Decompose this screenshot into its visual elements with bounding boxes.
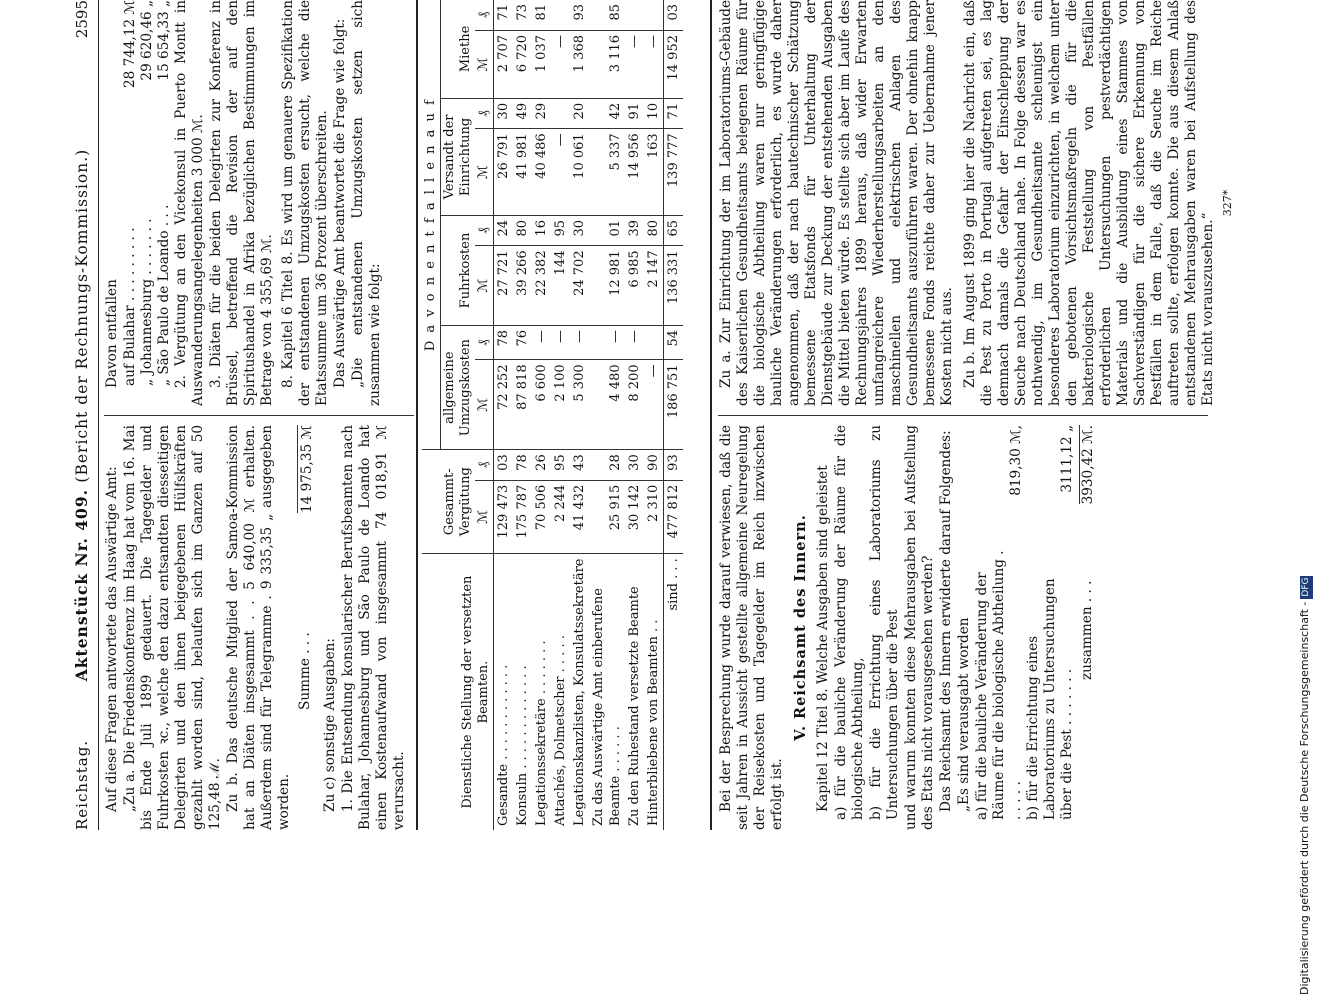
item-value: 29 620,46 „ [139,0,155,81]
table-total-row [664,0,684,830]
cell-pfennig: 29 [532,98,551,128]
cell-pfennig: 03 [494,450,514,480]
cell-pfennig: — [589,326,625,360]
lower-left-column [718,425,1238,830]
cell-mark: 10 061 [570,129,589,216]
cell-mark: 1 037 [532,31,551,99]
document-page [70,0,1250,830]
expense-row [974,425,1025,820]
cell-mark: 6 720 [513,31,532,99]
cell-pfennig: 73 [513,0,532,31]
cell-mark: 41 432 [570,480,589,553]
cell-pfennig: 90 [644,450,664,480]
cell-mark: 41 981 [513,129,532,216]
item-label: auf Bulahar . . . . . . . . . [122,227,138,386]
cell-mark: 26 791 [494,129,514,216]
col-header-davon: D a v o n e n t f a l l e n a u f [422,0,441,450]
cell-mark: 87 818 [513,360,532,450]
cell-pfennig: 30 [494,98,514,128]
paragraph: und warum konnten diese Mehrausgaben bei Aufstellung des Etats nicht vorausgesehen werden? [903,425,936,830]
upper-left-column [104,425,420,830]
cell-mark: 27 721 [494,246,514,326]
paragraph: Zu b. Im August 1899 ging hier die Nachricht ein, daß die Pest zu Porto in Portugal aufgetreten sei, es lag demnach damals die Gefahr der Einschleppung der Seuche nach Deutschland nahe. In Folge dessen war es nothwendig, im Gesundheitsamte schleunigst ein besonderes Laboratorium einzurichten, in welchem unter den gebotenen Vorsichtsmaßregeln die für die bakteriologische Feststellung von Pestfällen erforderlichen Untersuchungen pestverdächtigen Materials und die Ausbildung eines Stammes von Sachverständigen für die sichere Erkennung von Pestfällen in dem Falle, daß die Seuche im Reiche auftreten sollte, erfolgen konnte. Die aus diesem Anlaß entstandenen Mehrausgaben waren bei Aufstellung des Etats nicht vorauszusehen.“ [962,0,1216,406]
item-label: „ São Paulo de Loando . . . [156,204,172,386]
sum-row [1079,425,1097,680]
cell-pfennig: 65 [664,215,684,245]
paragraph: 8. Kapitel 6 Titel 8. Es wird um genauere Spezifikation der entstandenen Umzugskosten ersucht, welche die Etatssumme um 36 Prozent überschreiten. [280,0,330,406]
cell-pfennig: 24 [494,215,514,245]
table-row [589,0,625,830]
item-value: 15 654,33 „ [156,0,172,81]
unit-pf: ₰ [475,215,494,245]
cell-pfennig: 01 [589,215,625,245]
cell-pfennig [625,0,644,31]
table-row [532,0,551,830]
paragraph: Das Auswärtige Amt beantwortet die Frage wie folgt: [332,18,348,388]
running-header [70,0,99,830]
cell-mark: 30 142 [625,480,644,553]
cell-pfennig: 91 [625,98,644,128]
expense-row [1025,425,1076,820]
expense-value: 819,30 ℳ, [1008,425,1024,496]
cell-pfennig: — [532,326,551,360]
table-row [513,0,532,830]
unit-pf: ₰ [475,326,494,360]
cell-mark: 39 266 [513,246,532,326]
row-label: Konsuln . . . . . . . . . . . . . [515,665,530,826]
dfg-sidebar [1292,5,1318,995]
cell-mark: — [551,129,570,216]
cell-pfennig: 71 [664,98,684,128]
header-title-number: Aktenstück Nr. 409. [72,488,91,682]
unit-pf: ₰ [475,450,494,480]
cell-pfennig: 10 [644,98,664,128]
sidebar-notice [1292,5,1318,995]
cell-pfennig: 81 [532,0,551,31]
cell-mark: 6 985 [625,246,644,326]
expense-label: b) für die Errichtung eines Laboratoriums zu Untersuchungen über die Pest . . . . . . . [1025,578,1075,820]
lower-right-column [718,0,1238,406]
paragraph: „Die entstandenen Umzugskosten setzen sich zusammen wie folgt: [350,0,383,406]
header-left: Reichstag. [73,739,91,830]
cell-pfennig: 20 [570,98,589,128]
unit-pf: ₰ [475,98,494,128]
cell-pfennig: — [551,326,570,360]
paragraph: „Es sind verausgabt worden [956,617,972,812]
table-rule-top [416,0,418,830]
cell-mark: 175 787 [513,480,532,553]
item-value: 28 744,12 ℳ [122,0,138,89]
sum-value: 14 975,35 ℳ [299,425,315,514]
cell-pfennig: 43 [570,450,589,480]
col-header-versandt: Versandt der Einrichtung [441,98,476,215]
cell-mark: 129 473 [494,480,514,553]
dfg-logo: DFG [1301,577,1311,597]
cell-mark: — [644,360,664,450]
cell-pfennig [644,326,664,360]
cell-pfennig: 71 [494,0,514,31]
cell-pfennig: 30 [570,215,589,245]
cell-mark: 2 147 [644,246,664,326]
row-label: Attachés, Dolmetscher . . . . . [553,635,568,826]
cell-mark: 8 200 [625,360,644,450]
table-row [494,0,514,830]
cell-mark: 40 486 [532,129,551,216]
cell-pfennig: 30 [625,450,644,480]
sum-value: 3930,42 ℳ. [1080,425,1096,505]
page-number: 2595 [73,0,91,39]
row-label: Hinterbliebene von Beamten . . [646,619,661,826]
umzugskosten-table [422,0,683,830]
sum-row [297,425,316,710]
list-item: b) für die Errichtung eines Laboratoriums zu Untersuchungen über die Pest [868,425,901,820]
cell-mark: 6 600 [532,360,551,450]
cell-mark: 12 981 [589,246,625,326]
column-divider [104,415,414,416]
paragraph: Bei der Besprechung wurde darauf verwiesen, daß die seit Jahren in Aussicht gestellte allgemeine Neuregelung der Reisekosten und Tagegelder im Reich inzwischen erfolgt ist. [718,425,785,830]
row-label: Legationssekretäre . . . . . . . [534,640,549,826]
column-divider [718,415,1208,416]
table-row [570,0,589,830]
row-label: sind . . . [664,554,684,830]
cell-pfennig [551,98,570,128]
row-label: Zu den Ruhestand versetzte Beamte [627,586,642,826]
table-row [551,0,570,830]
cell-mark: 70 506 [532,480,551,553]
list-item [139,0,156,386]
table-header-row [422,0,441,830]
cell-mark: 3 116 [589,31,625,99]
item-label: „ Johannesburg . . . . . . . [139,218,155,386]
list-item: a) für die bauliche Veränderung der Räume für die biologische Abtheilung, [833,425,866,820]
paragraph: Das Reichsamt des Innern erwiderte darauf Folgendes: [938,430,954,812]
cell-pfennig: — [625,326,644,360]
cell-mark: 144 [551,246,570,326]
row-label: Legationskanzlisten, Konsulatssekretäre [572,558,587,826]
cell-pfennig: 76 [513,326,532,360]
table-row [625,0,644,830]
unit-mark: ℳ [475,246,494,326]
cell-pfennig: 26 [532,450,551,480]
cell-pfennig: 78 [513,450,532,480]
list-item [156,0,173,386]
col-header-miethe: Miethe [441,0,476,98]
unit-mark: ℳ [475,31,494,99]
cell-mark: 136 331 [664,246,684,326]
sum-label: Summe . . . [297,632,313,710]
unit-mark: ℳ [475,129,494,216]
cell-mark: 5 337 [589,129,625,216]
cell-pfennig: 95 [551,215,570,245]
paragraph: Davon entfallen [104,279,120,388]
cell-mark: 477 812 [664,480,684,553]
expense-label: a) für die bauliche Veränderung der Räume für die biologische Abtheilung . . . . . . [974,550,1024,820]
cell-mark: — [625,31,644,99]
header-title-sub: (Bericht der Rechnungs-Kommission.) [73,148,91,483]
row-label: Zu das Auswärtige Amt einberufene Beamte . . . . . . [591,588,623,826]
cell-pfennig: 39 [625,215,644,245]
unit-pf: ₰ [475,0,494,31]
expense-value: 3111,12 „ [1059,425,1075,493]
row-label: Gesandte . . . . . . . . . . . . [496,664,511,826]
cell-mark: 22 382 [532,246,551,326]
cell-mark: 1 368 [570,31,589,99]
sum-label: zusammen . . . [1079,580,1095,680]
paragraph: Zu a. Zur Einrichtung der im Laboratoriums-Gebäude des Kaiserlichen Gesundheitsamts belegenen Räume für die biologische Abtheilung waren nur geringfügige bauliche Veränderungen erforderlich, es wurde daher angenommen, daß der nach bautechnischer Schätzung bemessene Etatsfonds für Unterhaltung der Dienstgebäude zur Deckung der entstehenden Ausgaben die Mittel bieten würde. Es stellte sich aber im Laufe des Rechnungsjahres 1899 heraus, daß wider Erwarten umfangreichere Wiederherstellungsarbeiten an den maschinellen und elektrischen Anlagen des Gesundheitsamts auszuführen waren. Der ohnehin knapp bemessene Fonds reichte daher zur Uebernahme jener Kosten nicht aus. [718,0,955,406]
paragraph: Zu c) sonstige Ausgaben: [322,638,338,812]
cell-pfennig: 28 [589,450,625,480]
unit-mark: ℳ [475,360,494,450]
cell-mark: — [551,31,570,99]
cell-pfennig [551,0,570,31]
cell-pfennig: 95 [551,450,570,480]
upper-right-column [104,0,420,406]
cell-mark: 5 300 [570,360,589,450]
paragraph: Kapitel 12 Titel 8. Welche Ausgaben sind geleistet [815,465,831,812]
cell-mark: 24 702 [570,246,589,326]
cell-pfennig: 85 [589,0,625,31]
table-rule-bottom [710,0,712,830]
cell-pfennig: 80 [644,215,664,245]
col-header-gesammt: Gesammt-Vergütung [422,450,475,554]
paragraph: Auf diese Fragen antwortete das Auswärtige Amt: [104,466,120,812]
header-title [73,0,91,830]
cell-pfennig [644,0,664,31]
cell-pfennig: 42 [589,98,625,128]
sidebar-text: Digitalisierung gefördert durch die Deutsche Forschungsgemeinschaft - [1298,601,1311,995]
signature-mark: 327* [1221,189,1234,217]
cell-mark: 2 100 [551,360,570,450]
col-header-allgemeine: allgemeine Umzugskosten [441,326,476,450]
col-header-fuhr: Fuhrkosten [441,215,476,325]
cell-pfennig: 93 [570,0,589,31]
cell-mark: 2 707 [494,31,514,99]
paragraph: „Zu a. Die Friedenskonferenz im Haag hat vom 16. Mai bis Ende Juli 1899 gedauert. Die Tagegelder und Fuhrkosten ꝛc., welche den dazu entsandten diesseitigen Delegirten und den ihnen beigegebenen Hülfskräften gezahlt worden sind, belaufen sich im Ganzen auf 50 125,48 ℳ. [122,425,223,830]
cell-pfennig: 16 [532,215,551,245]
cell-mark: 25 915 [589,480,625,553]
cell-pfennig: 54 [664,326,684,360]
cell-mark: 4 480 [589,360,625,450]
cell-mark: 2 310 [644,480,664,553]
unit-mark: ℳ [475,480,494,553]
cell-mark: 139 777 [664,129,684,216]
cell-pfennig: 03 [664,0,684,31]
cell-pfennig: 80 [513,215,532,245]
paragraph: 1. Die Entsendung konsularischer Berufsbeamten nach Bulahar, Johannesburg und São Paulo de Loando hat einen Kostenaufwand von insgesammt 74 018,91 ℳ verursacht. [340,425,407,830]
list-item [122,0,139,386]
col-header-stellung: Dienstliche Stellung der versetzten Beamten. [460,575,491,809]
cell-mark: 14 952 [664,31,684,99]
table-row [644,0,664,830]
cell-pfennig: — [570,326,589,360]
cell-mark: 186 751 [664,360,684,450]
cell-mark: 14 956 [625,129,644,216]
cell-pfennig: 78 [494,326,514,360]
cell-mark: 72 252 [494,360,514,450]
cell-mark: 2 244 [551,480,570,553]
cell-mark: 163 [644,129,664,216]
cell-pfennig: 49 [513,98,532,128]
cell-pfennig: 93 [664,450,684,480]
cell-mark: — [644,31,664,99]
paragraph: 2. Vergütung an den Vicekonsul in Puerto Montt in Auswanderungsangelegenheiten 3 000 ℳ. [173,0,206,406]
paragraph: Zu b. Das deutsche Mitglied der Samoa-Kommission hat an Diäten insgesammt . . 5 640,00 ℳ erhalten. Außerdem sind für Telegramme . 9 335,35 „ ausgegeben worden. [225,425,292,830]
paragraph: 3. Diäten für die beiden Delegirten zur Konferenz in Brüssel, betreffend die Revision der auf den Spiritushandel in Afrika bezüglichen Bestimmungen im Betrage von 4 355,69 ℳ. [208,0,275,406]
section-heading: V. Reichsamt des Innern. [792,514,809,741]
